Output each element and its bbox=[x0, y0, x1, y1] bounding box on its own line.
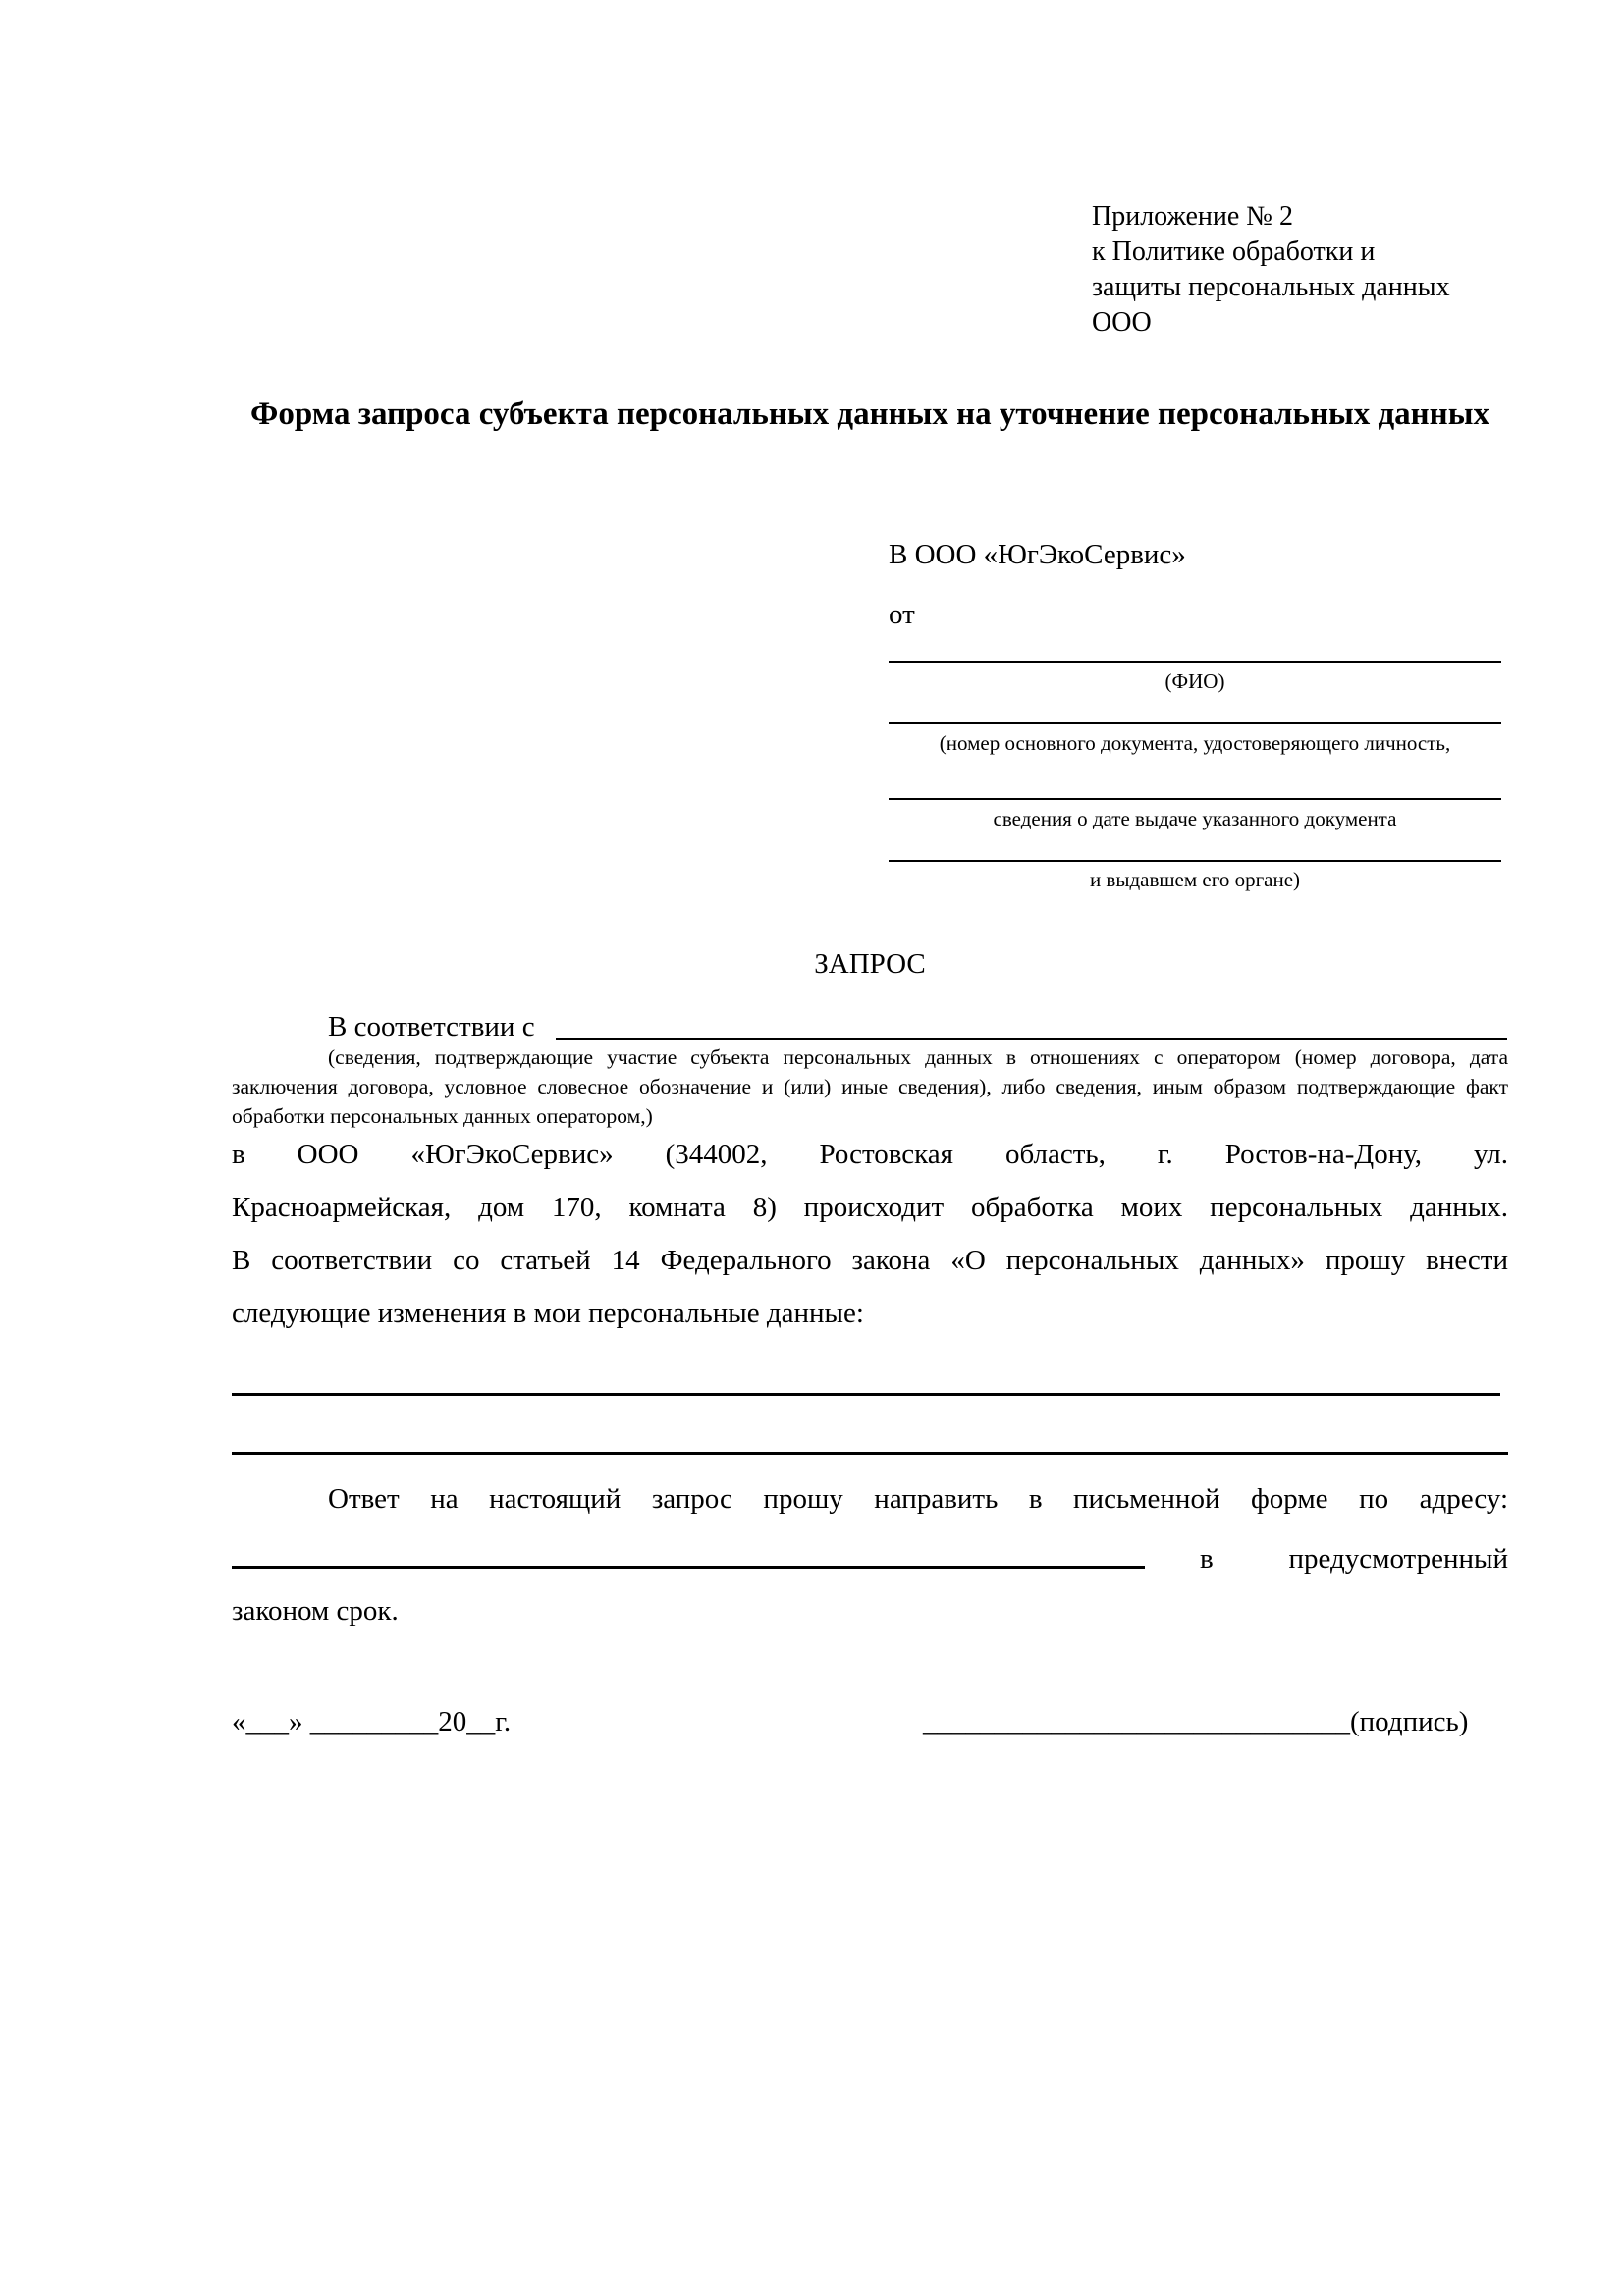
appendix-reference-block bbox=[1092, 199, 1524, 341]
fill-in-caption-document-number: (номер основного документа, удостоверяющего личность, bbox=[939, 731, 1451, 755]
body-line: В соответствии со статьей 14 Федерального закона «О персональных данных» прошу внести bbox=[232, 1245, 1508, 1276]
fill-in-line-changes-2 bbox=[232, 1452, 1508, 1455]
reply-inline-word: предусмотренный bbox=[1288, 1543, 1508, 1575]
reply-sentence: Ответ на настоящий запрос прошу направить в письменной форме по адресу: bbox=[328, 1483, 1508, 1515]
appendix-line: защиты персональных данных bbox=[1092, 272, 1450, 302]
accordance-caption-line: (сведения, подтверждающие участие субъекта персональных данных в отношениях с оператором (номер договора, дата bbox=[328, 1045, 1508, 1069]
body-paragraph bbox=[232, 1128, 1508, 1340]
signature-fill-in-line: ______________________________ bbox=[923, 1706, 1350, 1737]
request-heading: ЗАПРОС bbox=[814, 948, 926, 980]
signature-area bbox=[923, 1706, 1468, 1738]
reply-closing: законом срок. bbox=[232, 1595, 399, 1627]
reply-inline-word: в bbox=[1200, 1543, 1214, 1575]
accordance-caption-line: обработки персональных данных оператором,) bbox=[232, 1104, 653, 1128]
date-fill-in: «___» _________20__г. bbox=[232, 1706, 512, 1737]
appendix-line: к Политике обработки и bbox=[1092, 237, 1376, 267]
accordance-caption-line: заключения договора, условное словесное обозначение и (или) иные сведения), либо сведения, иным образом подтверждающие факт bbox=[232, 1075, 1508, 1098]
body-line: следующие изменения в мои персональные данные: bbox=[232, 1298, 864, 1329]
fill-in-line-address bbox=[232, 1566, 1145, 1569]
body-line: Красноармейская, дом 170, комната 8) происходит обработка моих персональных данных. bbox=[232, 1192, 1508, 1223]
fill-in-line-changes-1 bbox=[232, 1393, 1500, 1396]
addressee-from-label: от bbox=[889, 599, 915, 630]
appendix-line: ООО bbox=[1092, 307, 1152, 338]
fill-in-line-document-number bbox=[889, 722, 1501, 724]
fill-in-line-issue-date bbox=[889, 798, 1501, 800]
body-line: в ООО «ЮгЭкоСервис» (344002, Ростовская область, г. Ростов-на-Дону, ул. bbox=[232, 1139, 1508, 1170]
appendix-line: Приложение № 2 bbox=[1092, 201, 1293, 232]
accordance-lead-text: В соответствии с bbox=[328, 1011, 535, 1042]
fill-in-line-issuing-authority bbox=[889, 860, 1501, 862]
fill-in-caption-fio: (ФИО) bbox=[1164, 669, 1225, 693]
fill-in-caption-issuing-authority: и выдавшем его органе) bbox=[1089, 868, 1301, 891]
accordance-caption bbox=[232, 1042, 1508, 1131]
fill-in-line-accordance bbox=[556, 1038, 1507, 1040]
fill-in-caption-issue-date: сведения о дате выдаче указанного документа bbox=[993, 807, 1397, 830]
signature-caption: (подпись) bbox=[1350, 1706, 1469, 1737]
document-title: Форма запроса субъекта персональных данных на уточнение персональных данных bbox=[250, 397, 1489, 432]
addressee-organization: В ООО «ЮгЭкоСервис» bbox=[889, 539, 1186, 570]
fill-in-line-fio bbox=[889, 661, 1501, 663]
